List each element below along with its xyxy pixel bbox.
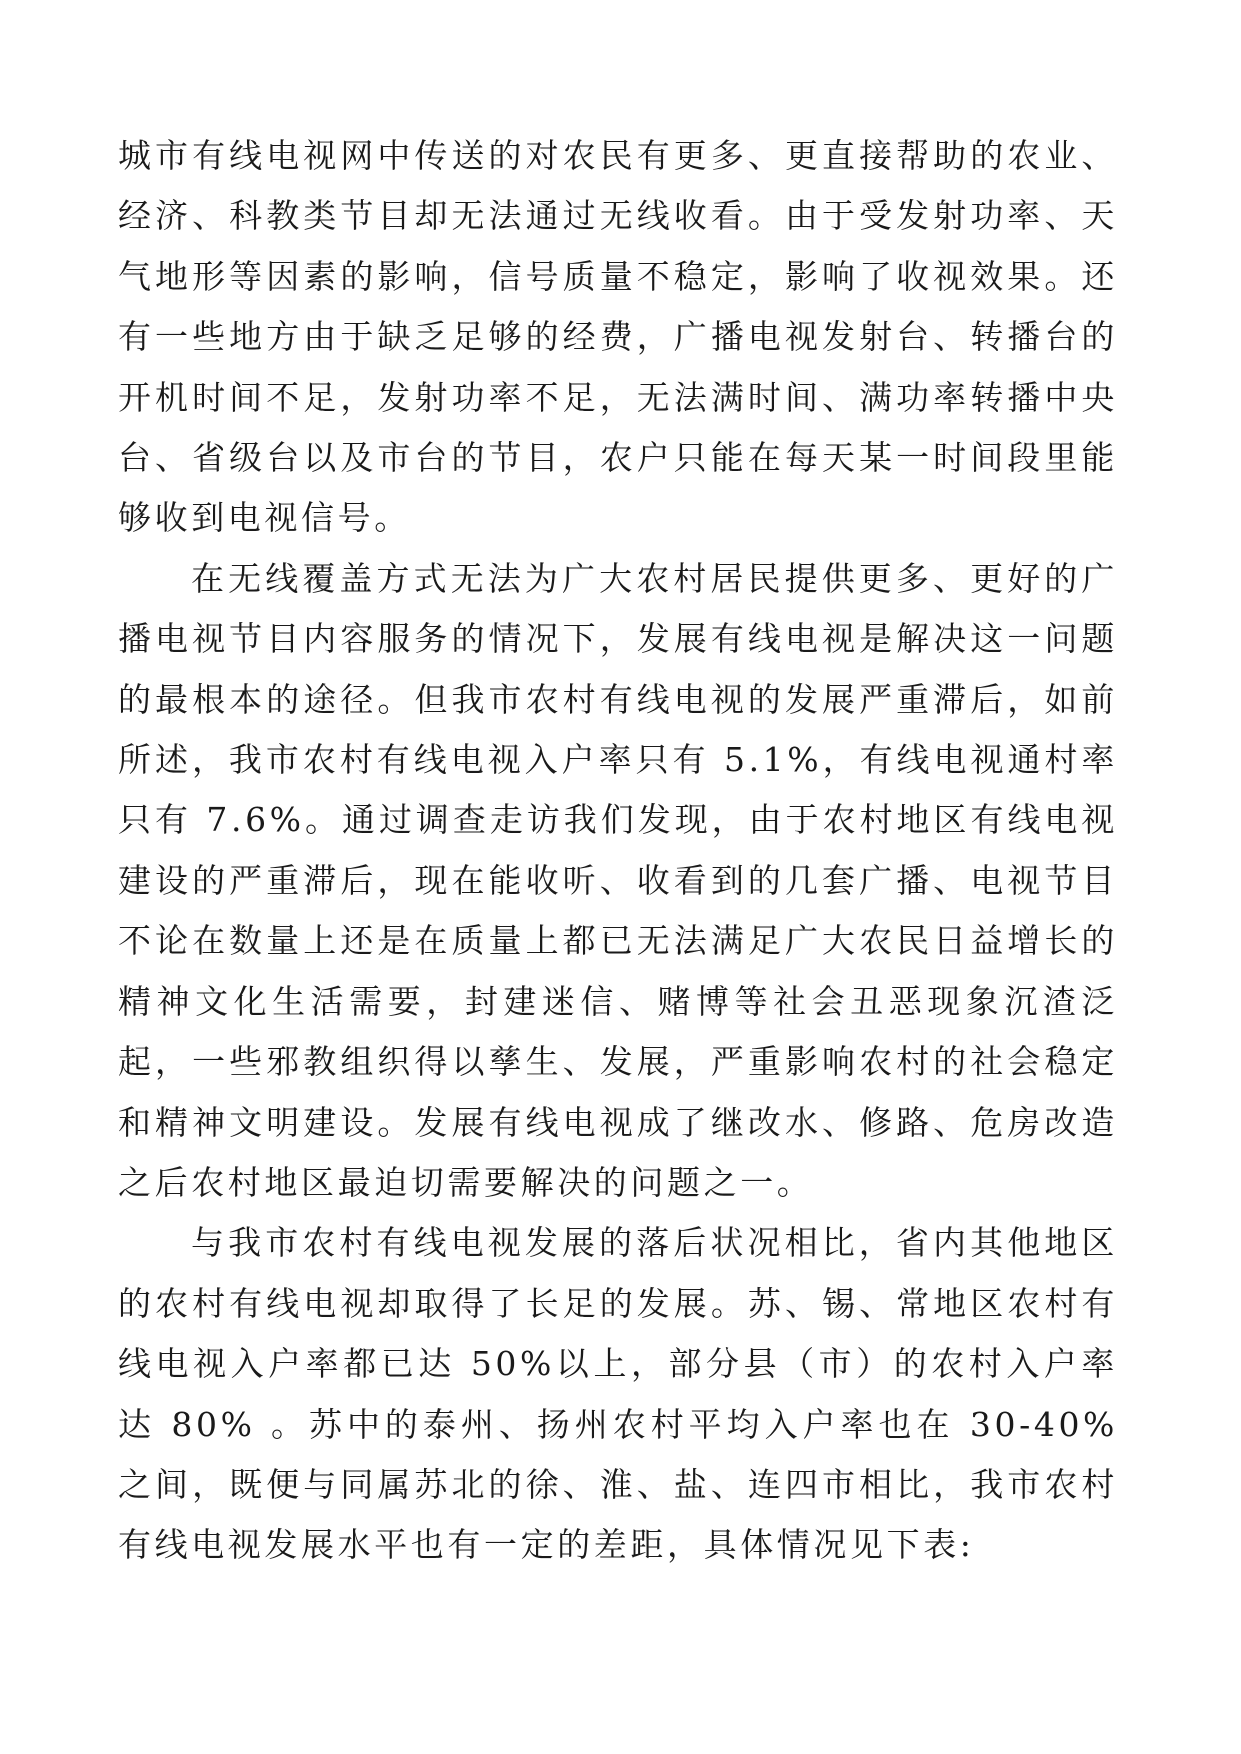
paragraph-2: 在无线覆盖方式无法为广大农村居民提供更多、更好的广播电视节目内容服务的情况下，发展有线电视是解决这一问题的最根本的途径。但我市农村有线电视的发展严重滞后，如前所述，我市农村有线电视入户率只有 5.1%，有线电视通村率只有 7.6%。通过调查走访我们发现，由于农村地区有线电视建设的严重滞后，现在能收听、收看到的几套广播、电视节目不论在数量上还是在质量上都已无法满足广大农民日益增长的精神文化生活需要，封建迷信、赌博等社会丑恶现象沉渣泛起，一些邪教组织得以孳生、发展，严重影响农村的社会稳定和精神文明建设。发展有线电视成了继改水、修路、危房改造之后农村地区最迫切需要解决的问题之一。	[118, 558, 1118, 1202]
body-text	[118, 126, 1118, 1576]
paragraph-3: 与我市农村有线电视发展的落后状况相比，省内其他地区的农村有线电视却取得了长足的发展。苏、锡、常地区农村有线电视入户率都已达 50%以上，部分县（市）的农村入户率达 80% 。苏中的泰州、扬州农村平均入户率也在 30-40%之间，既便与同属苏北的徐、淮、盐、连四市相比，我市农村有线电视发展水平也有一定的差距，具体情况见下表:	[118, 1223, 1118, 1565]
paragraph-1: 城市有线电视网中传送的对农民有更多、更直接帮助的农业、经济、科教类节目却无法通过无线收看。由于受发射功率、天气地形等因素的影响，信号质量不稳定，影响了收视效果。还有一些地方由于缺乏足够的经费，广播电视发射台、转播台的开机时间不足，发射功率不足，无法满时间、满功率转播中央台、省级台以及市台的节目，农户只能在每天某一时间段里能够收到电视信号。	[118, 136, 1118, 538]
